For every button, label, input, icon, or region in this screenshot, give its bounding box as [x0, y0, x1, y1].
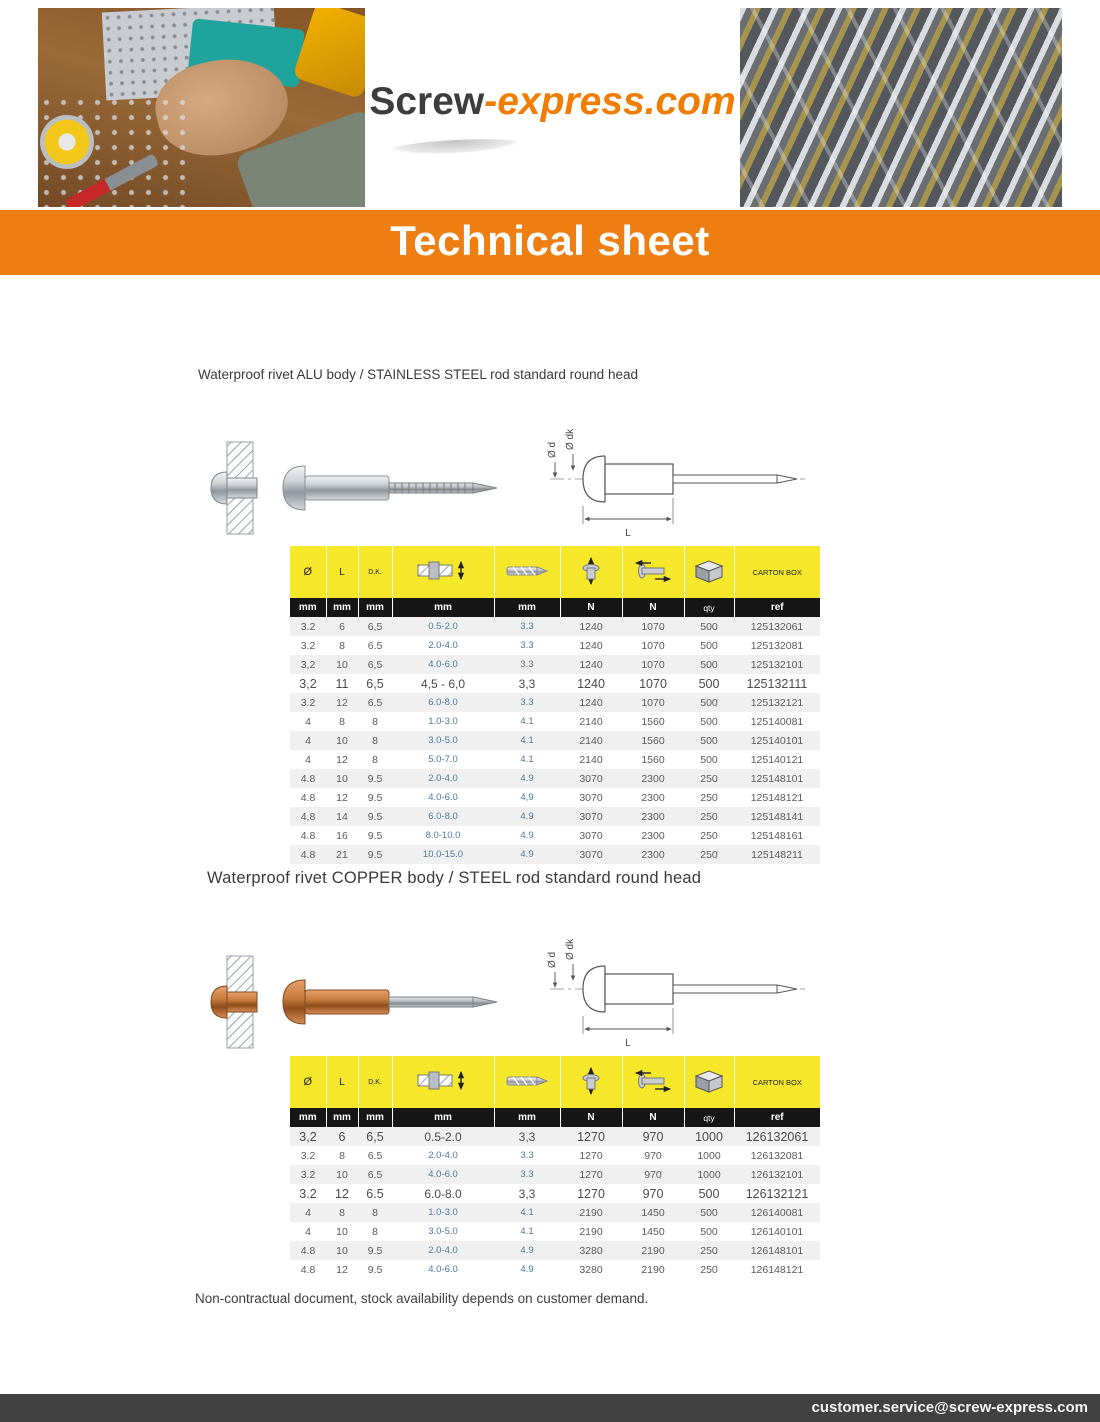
spec-cell: 1240: [579, 620, 603, 633]
spec-cell: 3,2: [300, 658, 316, 671]
spec-cell: 1000: [695, 1129, 723, 1144]
col-carton-box: CARTON BOX: [734, 546, 820, 598]
col-carton-box: CARTON BOX: [734, 1056, 820, 1108]
spec-cell: 3280: [579, 1244, 603, 1257]
spec-cell: 500: [700, 658, 718, 671]
spec-row: [290, 731, 820, 750]
spec-cell: 4.8: [300, 772, 316, 785]
header-photo-tools: [38, 8, 365, 207]
spec-cell: 3.3: [520, 1169, 534, 1180]
footer-bar: [0, 1394, 1100, 1422]
spec-cell: 4.0-6.0: [428, 659, 458, 670]
spec-cell: 0.5-2.0: [424, 1129, 462, 1144]
spec-cell: 4.8: [300, 1263, 316, 1276]
unit-cell: ref: [734, 1108, 820, 1127]
spec-cell: 10: [336, 1225, 348, 1238]
spec-cell: 4.0-6.0: [428, 1169, 458, 1180]
spec-cell: 8: [372, 715, 378, 728]
spec-cell: 9.5: [367, 848, 383, 861]
spec-cell: 125148141: [750, 810, 804, 823]
unit-cell: qty: [684, 1108, 734, 1127]
spec-cell: 1.0-3.0: [428, 1207, 458, 1218]
spec-row: [290, 712, 820, 731]
spec-cell: 250: [700, 772, 718, 785]
grip-range-icon: [392, 546, 494, 598]
spec-cell: 3.2: [300, 1149, 316, 1162]
spec-cell: 6,5: [366, 1129, 384, 1144]
spec-cell: 4.0-6.0: [428, 792, 458, 803]
spec-cell: 1240: [579, 696, 603, 709]
spec-cell: 8: [372, 734, 378, 747]
col-diameter: Ø: [290, 1056, 326, 1108]
spec-cell: 4.9: [520, 849, 534, 860]
spec-cell: 9.5: [367, 810, 383, 823]
spec-cell: 2190: [641, 1244, 665, 1257]
spec-cell: 250: [700, 829, 718, 842]
spec-cell: 5.0-7.0: [428, 754, 458, 765]
col-head-diameter: D.K.: [358, 1056, 392, 1108]
unit-cell: mm: [290, 598, 326, 617]
spec-cell: 2190: [579, 1225, 603, 1238]
spec-cell: 6: [338, 1129, 346, 1144]
photo-detail-drill: [292, 8, 365, 99]
spec-cell: 6.0-8.0: [424, 1186, 462, 1201]
spec-cell: 4.9: [520, 811, 534, 822]
spec-cell: 3070: [579, 848, 603, 861]
rivet-photo-alu: [205, 438, 515, 538]
spec-cell: 250: [700, 848, 718, 861]
dim-label-dk: Ø dk: [565, 428, 576, 450]
spec-cell: 125132101: [750, 658, 804, 671]
spec-cell: 4.0-6.0: [428, 1264, 458, 1275]
spec-cell: 126132081: [750, 1149, 804, 1162]
spec-cell: 125132121: [750, 696, 804, 709]
spec-cell: 4,8: [300, 810, 316, 823]
spec-cell: 6.0-8.0: [428, 811, 458, 822]
spec-cell: 8.0-10.0: [425, 830, 461, 841]
spec-cell: 250: [700, 1244, 718, 1257]
table-unit-header: [290, 1108, 820, 1127]
rivet-dimension-diagram-copper: [505, 908, 815, 1056]
unit-cell: N: [622, 598, 684, 617]
spec-cell: 125148211: [751, 848, 803, 861]
dim-label-d: Ø d: [547, 441, 558, 458]
spec-cell: 3.3: [520, 659, 534, 670]
spec-cell: 1450: [641, 1206, 665, 1219]
spec-cell: 125132081: [750, 639, 804, 652]
spec-cell: 2140: [579, 715, 603, 728]
spec-cell: 1240: [579, 658, 603, 671]
spec-cell: 8: [372, 1225, 378, 1238]
drill-bit-icon: [494, 1056, 560, 1108]
spec-cell: 250: [700, 810, 718, 823]
spec-cell: 12: [336, 753, 348, 766]
contact-email[interactable]: customer.service@screw-express.com: [811, 1399, 1088, 1416]
spec-cell: 8: [339, 1149, 345, 1162]
spec-cell: 1070: [639, 676, 667, 691]
unit-cell: mm: [358, 1108, 392, 1127]
table-unit-header: [290, 598, 820, 617]
spec-cell: 1070: [641, 620, 665, 633]
spec-cell: 4: [305, 1206, 311, 1219]
spec-cell: 6.5: [366, 1186, 384, 1201]
spec-cell: 6.5: [367, 696, 383, 709]
spec-cell: 970: [642, 1129, 664, 1144]
spec-cell: 125140081: [750, 715, 804, 728]
spec-cell: 1450: [641, 1225, 665, 1238]
spec-cell: 4.1: [520, 1207, 534, 1218]
spec-row: [290, 845, 820, 864]
spec-cell: 500: [700, 753, 718, 766]
spec-cell: 4.8: [300, 1244, 316, 1257]
spec-cell: 8: [372, 1206, 378, 1219]
spec-cell: 2.0-4.0: [428, 640, 458, 651]
spec-cell: 9.5: [367, 1263, 383, 1276]
spec-cell: 4.9: [520, 830, 534, 841]
spec-cell: 970: [642, 1186, 664, 1201]
shear-strength-icon: [622, 1056, 684, 1108]
spec-cell: 1070: [641, 639, 665, 652]
spec-cell: 125148101: [750, 772, 804, 785]
spec-row: [290, 1184, 820, 1203]
spec-cell: 126132121: [745, 1186, 809, 1201]
spec-cell: 1270: [579, 1168, 603, 1181]
brand-logo: [365, 80, 740, 124]
footer-note: Non-contractual document, stock availability depends on customer demand.: [195, 1291, 649, 1306]
col-length: L: [326, 1056, 358, 1108]
carton-box-icon: [684, 546, 734, 598]
spec-cell: 970: [644, 1168, 662, 1181]
dim-label-d: Ø d: [547, 951, 558, 968]
spec-row: [290, 807, 820, 826]
spec-cell: 6.5: [367, 1168, 383, 1181]
spec-cell: 2140: [579, 734, 603, 747]
spec-cell: 14: [336, 810, 348, 823]
spec-cell: 2300: [641, 791, 665, 804]
spec-row: [290, 1222, 820, 1241]
spec-cell: 4.8: [300, 829, 316, 842]
spec-cell: 250: [700, 791, 718, 804]
spec-cell: 126140101: [750, 1225, 804, 1238]
spec-row: [290, 693, 820, 712]
spec-cell: 4: [305, 753, 311, 766]
rivet-photo-copper: [205, 952, 515, 1052]
spec-row: [290, 1203, 820, 1222]
spec-cell: 250: [700, 1263, 718, 1276]
spec-cell: 2300: [641, 848, 665, 861]
spec-row: [290, 769, 820, 788]
spec-cell: 3,3: [518, 1129, 536, 1144]
spec-cell: 125140101: [750, 734, 804, 747]
spec-cell: 126132101: [750, 1168, 804, 1181]
spec-cell: 500: [700, 620, 718, 633]
spec-cell: 12: [336, 1263, 348, 1276]
unit-cell: mm: [358, 598, 392, 617]
brand-name-primary: Screw: [369, 80, 485, 123]
spec-cell: 1240: [577, 676, 605, 691]
spec-cell: 4.9: [520, 773, 534, 784]
spec-cell: 12: [335, 1186, 349, 1201]
spec-cell: 3.2: [300, 639, 316, 652]
spec-cell: 126132061: [745, 1129, 809, 1144]
spec-cell: 4.9: [520, 1245, 534, 1256]
spec-cell: 3,3: [518, 676, 536, 691]
spec-cell: 10: [336, 1244, 348, 1257]
spec-cell: 4.1: [520, 735, 534, 746]
spec-cell: 3.2: [300, 1168, 316, 1181]
spec-cell: 10: [336, 772, 348, 785]
spec-cell: 4.8: [300, 791, 316, 804]
spec-cell: 2140: [579, 753, 603, 766]
spec-cell: 1270: [577, 1186, 605, 1201]
spec-cell: 970: [644, 1149, 662, 1162]
spec-cell: 500: [698, 1186, 720, 1201]
spec-cell: 9.5: [367, 791, 383, 804]
grip-range-icon: [392, 1056, 494, 1108]
spec-row: [290, 1241, 820, 1260]
spec-cell: 3.3: [520, 621, 534, 632]
carton-box-icon: [684, 1056, 734, 1108]
section-title-alu: Waterproof rivet ALU body / STAINLESS STEEL rod standard round head: [198, 367, 638, 382]
spec-row: [290, 636, 820, 655]
unit-cell: N: [622, 1108, 684, 1127]
unit-cell: qty: [684, 598, 734, 617]
spec-cell: 4.1: [520, 754, 534, 765]
unit-cell: N: [560, 598, 622, 617]
dim-label-length: L: [625, 1038, 631, 1049]
unit-cell: mm: [392, 1108, 494, 1127]
unit-cell: mm: [326, 598, 358, 617]
logo-swoosh: [391, 137, 520, 157]
spec-cell: 3.3: [520, 697, 534, 708]
spec-cell: 8: [372, 753, 378, 766]
spec-cell: 4: [305, 734, 311, 747]
spec-row: [290, 750, 820, 769]
spec-cell: 1270: [579, 1149, 603, 1162]
spec-cell: 21: [336, 848, 348, 861]
spec-cell: 1270: [577, 1129, 605, 1144]
spec-cell: 125132111: [746, 676, 808, 691]
unit-cell: mm: [392, 598, 494, 617]
spec-cell: 4.8: [300, 848, 316, 861]
spec-cell: 1000: [697, 1149, 721, 1162]
spec-cell: 6.5: [367, 639, 383, 652]
spec-cell: 11: [335, 676, 349, 691]
col-head-diameter: D.K.: [358, 546, 392, 598]
spec-cell: 125148161: [750, 829, 804, 842]
tensile-strength-icon: [560, 546, 622, 598]
spec-cell: 6: [339, 620, 345, 633]
spec-row: [290, 788, 820, 807]
spec-cell: 6.0-8.0: [428, 697, 458, 708]
spec-cell: 2300: [641, 810, 665, 823]
spec-cell: 4: [305, 715, 311, 728]
spec-cell: 3.3: [520, 640, 534, 651]
spec-cell: 500: [700, 715, 718, 728]
spec-cell: 10.0-15.0: [422, 849, 464, 860]
rivet-dimension-diagram-alu: [505, 398, 815, 546]
spec-cell: 4: [305, 1225, 311, 1238]
shear-strength-icon: [622, 546, 684, 598]
spec-cell: 3.0-5.0: [428, 735, 458, 746]
spec-cell: 4,5 - 6,0: [420, 676, 466, 691]
spec-row: [290, 1146, 820, 1165]
spec-cell: 4.9: [520, 1264, 534, 1275]
spec-cell: 1070: [641, 696, 665, 709]
table-icon-header: [290, 546, 820, 598]
spec-cell: 0.5-2.0: [428, 621, 458, 632]
spec-cell: 125148121: [750, 791, 804, 804]
spec-cell: 1.0-3.0: [428, 716, 458, 727]
unit-cell: mm: [290, 1108, 326, 1127]
spec-cell: 1240: [579, 639, 603, 652]
spec-cell: 125140121: [750, 753, 804, 766]
spec-cell: 10: [336, 734, 348, 747]
spec-cell: 10: [336, 658, 348, 671]
spec-cell: 9.5: [367, 1244, 383, 1257]
spec-cell: 2190: [579, 1206, 603, 1219]
spec-cell: 3,3: [518, 1186, 536, 1201]
spec-cell: 12: [336, 791, 348, 804]
copper-spec-table: [290, 1056, 820, 1279]
spec-cell: 3070: [579, 772, 603, 785]
spec-cell: 6,5: [367, 658, 383, 671]
spec-cell: 3070: [579, 829, 603, 842]
unit-cell: ref: [734, 598, 820, 617]
spec-cell: 3280: [579, 1263, 603, 1276]
col-length: L: [326, 546, 358, 598]
spec-cell: 126148121: [750, 1263, 804, 1276]
spec-cell: 500: [700, 1206, 718, 1219]
spec-cell: 4.1: [520, 716, 534, 727]
spec-cell: 500: [700, 639, 718, 652]
spec-cell: 4,9: [520, 792, 534, 803]
section-title-copper: Waterproof rivet COPPER body / STEEL rod standard round head: [207, 869, 702, 887]
brand-name-secondary: -express.com: [484, 80, 736, 123]
spec-cell: 16: [336, 829, 348, 842]
spec-cell: 3,2: [299, 676, 317, 691]
spec-cell: 1560: [641, 753, 665, 766]
col-diameter: Ø: [290, 546, 326, 598]
spec-row: [290, 826, 820, 845]
spec-cell: 8: [339, 715, 345, 728]
spec-cell: 6,5: [366, 676, 384, 691]
spec-cell: 3.2: [300, 696, 316, 709]
alu-table-body: [290, 617, 820, 864]
spec-cell: 500: [700, 696, 718, 709]
spec-cell: 3.2: [299, 1186, 317, 1201]
spec-cell: 3070: [579, 810, 603, 823]
spec-cell: 6.5: [367, 1149, 383, 1162]
tensile-strength-icon: [560, 1056, 622, 1108]
spec-cell: 126148101: [750, 1244, 804, 1257]
spec-cell: 126140081: [750, 1206, 804, 1219]
spec-cell: 1000: [697, 1168, 721, 1181]
spec-cell: 6,5: [367, 620, 383, 633]
spec-cell: 3.2: [300, 620, 316, 633]
spec-cell: 4.1: [520, 1226, 534, 1237]
header-photo-screws: [740, 8, 1062, 207]
photo-detail-tape-measure: [40, 115, 94, 169]
spec-row: [290, 655, 820, 674]
spec-cell: 1560: [641, 715, 665, 728]
spec-cell: 500: [700, 734, 718, 747]
copper-table-body: [290, 1127, 820, 1279]
unit-cell: mm: [494, 598, 560, 617]
spec-cell: 500: [698, 676, 720, 691]
spec-cell: 9.5: [367, 829, 383, 842]
spec-cell: 1560: [641, 734, 665, 747]
unit-cell: mm: [494, 1108, 560, 1127]
spec-cell: 3070: [579, 791, 603, 804]
spec-cell: 3.3: [520, 1150, 534, 1161]
spec-row: [290, 674, 820, 693]
spec-row: [290, 1260, 820, 1279]
spec-cell: 2300: [641, 829, 665, 842]
table-icon-header: [290, 1056, 820, 1108]
alu-spec-table: [290, 546, 820, 864]
spec-cell: 3.0-5.0: [428, 1226, 458, 1237]
spec-cell: 9.5: [367, 772, 383, 785]
spec-cell: 2.0-4.0: [428, 1245, 458, 1256]
title-banner: [0, 210, 1100, 275]
spec-cell: 2.0-4.0: [428, 1150, 458, 1161]
spec-cell: 2300: [641, 772, 665, 785]
spec-cell: 8: [339, 1206, 345, 1219]
spec-row: [290, 1165, 820, 1184]
spec-cell: 8: [339, 639, 345, 652]
spec-cell: 12: [336, 696, 348, 709]
spec-row: [290, 1127, 820, 1146]
spec-cell: 3,2: [299, 1129, 317, 1144]
dim-label-length: L: [625, 528, 631, 539]
spec-row: [290, 617, 820, 636]
unit-cell: N: [560, 1108, 622, 1127]
spec-cell: 2.0-4.0: [428, 773, 458, 784]
spec-cell: 1070: [641, 658, 665, 671]
dim-label-dk: Ø dk: [565, 938, 576, 960]
drill-bit-icon: [494, 546, 560, 598]
spec-cell: 10: [336, 1168, 348, 1181]
page-title: Technical sheet: [390, 217, 710, 264]
spec-cell: 125132061: [750, 620, 804, 633]
unit-cell: mm: [326, 1108, 358, 1127]
spec-cell: 2190: [641, 1263, 665, 1276]
spec-cell: 500: [700, 1225, 718, 1238]
